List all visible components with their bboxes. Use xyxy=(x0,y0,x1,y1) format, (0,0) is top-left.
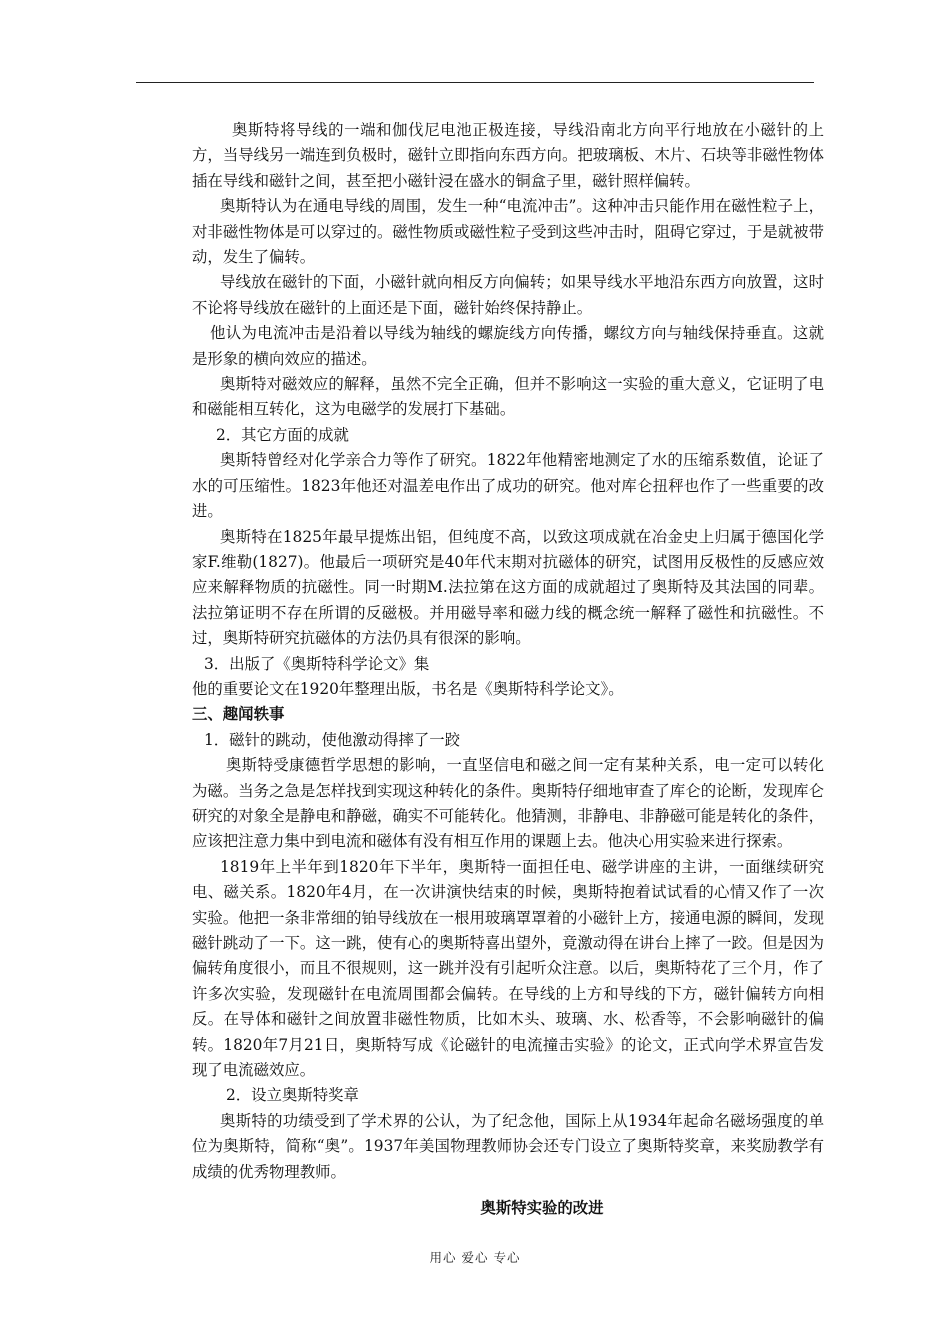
paragraph: 奥斯特受康德哲学思想的影响，一直坚信电和磁之间一定有某种关系，电一定可以转化为磁。当务之急是怎样找到实现这种转化的条件。奥斯特仔细地审查了库仑的论断，发现库仑研究的对象全是静电和静磁，确实不可能转化。他猜测，非静电、非静磁可能是转化的条件，应该把注意力集中到电流和磁体有没有相互作用的课题上去。他决心用实验来进行探索。 xyxy=(192,756,824,851)
paragraph: 奥斯特的功绩受到了学术界的公认，为了纪念他，国际上从1934年起命名磁场强度的单位为奥斯特，简称“奥”。1937年美国物理教师协会还专门设立了奥斯特奖章，来奖励教学有成绩的优秀物理教师。 xyxy=(192,1111,824,1181)
subsection-heading: 3．出版了《奥斯特科学论文》集 xyxy=(204,654,430,673)
subsection-heading: 1．磁针的跳动，使他激动得摔了一跤 xyxy=(204,730,461,749)
header-rule xyxy=(136,82,814,83)
page-footer: 用心 爱心 专心 xyxy=(429,1250,521,1265)
section-heading: 三、趣闻轶事 xyxy=(192,705,285,724)
paragraph: 奥斯特认为在通电导线的周围，发生一种“电流冲击”。这种冲击只能作用在磁性粒子上，对非磁性物体是可以穿过的。磁性物质或磁性粒子受到这些冲击时，阻碍它穿过，于是就被带动，发生了偏转。 xyxy=(192,197,824,267)
document-body xyxy=(192,118,824,1185)
paragraph: 奥斯特将导线的一端和伽伐尼电池正极连接，导线沿南北方向平行地放在小磁针的上方，当导线另一端连到负极时，磁针立即指向东西方向。把玻璃板、木片、石块等非磁性物体插在导线和磁针之间，甚至把小磁针浸在盛水的铜盒子里，磁针照样偏转。 xyxy=(192,121,824,190)
paragraph: 奥斯特对磁效应的解释，虽然不完全正确，但并不影响这一实验的重大意义，它证明了电和磁能相互转化，这为电磁学的发展打下基础。 xyxy=(192,375,824,419)
section-title: 奥斯特实验的改进 xyxy=(480,1199,604,1217)
paragraph: 1819年上半年到1820年下半年，奥斯特一面担任电、磁学讲座的主讲，一面继续研究电、磁关系。1820年4月，在一次讲演快结束的时候，奥斯特抱着试试看的心情又作了一次实验。他把一条非常细的铂导线放在一根用玻璃罩罩着的小磁针上方，接通电源的瞬间，发现磁针跳动了一下。这一跳，使有心的奥斯特喜出望外，竟激动得在讲台上摔了一跤。但是因为偏转角度很小，而且不很规则，这一跳并没有引起听众注意。以后，奥斯特花了三个月，作了许多次实验，发现磁针在电流周围都会偏转。在导线的上方和导线的下方，磁针偏转方向相反。在导体和磁针之间放置非磁性物质，比如木头、玻璃、水、松香等，不会影响磁针的偏转。1820年7月21日，奥斯特写成《论磁针的电流撞击实验》的论文，正式向学术界宣告发现了电流磁效应。 xyxy=(192,857,824,1080)
subsection-heading: 2．其它方面的成就 xyxy=(216,425,349,444)
paragraph: 奥斯特曾经对化学亲合力等作了研究。1822年他精密地测定了水的压缩系数值，论证了水的可压缩性。1823年他还对温差电作出了成功的研究。他对库仑扭秤也作了一些重要的改进。 xyxy=(192,451,824,521)
subsection-heading: 2．设立奥斯特奖章 xyxy=(226,1086,359,1105)
paragraph: 他认为电流冲击是沿着以导线为轴线的螺旋线方向传播，螺纹方向与轴线保持垂直。这就是形象的横向效应的描述。 xyxy=(192,324,824,368)
paragraph: 导线放在磁针的下面，小磁针就向相反方向偏转；如果导线水平地沿东西方向放置，这时不论将导线放在磁针的上面还是下面，磁针始终保持静止。 xyxy=(192,273,824,317)
paragraph: 奥斯特在1825年最早提炼出铝，但纯度不高，以致这项成就在冶金史上归属于德国化学家F.维勒(1827)。他最后一项研究是40年代末期对抗磁体的研究，试图用反极性的反感应效应来解释物质的抗磁性。同一时期M.法拉第在这方面的成就超过了奥斯特及其法国的同辈。法拉第证明不存在所谓的反磁极。并用磁导率和磁力线的概念统一解释了磁性和抗磁性。不过，奥斯特研究抗磁体的方法仍具有很深的影响。 xyxy=(192,527,824,648)
paragraph: 他的重要论文在1920年整理出版，书名是《奥斯特科学论文》。 xyxy=(192,679,624,698)
